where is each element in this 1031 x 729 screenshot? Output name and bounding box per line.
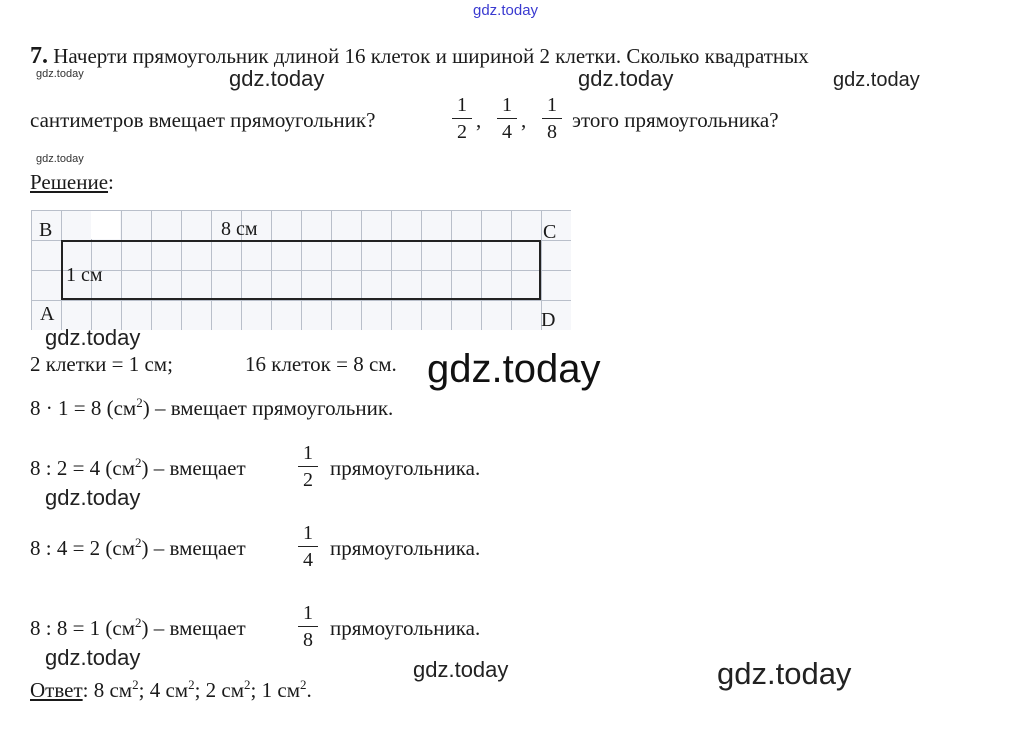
task-text-line-1: Начерти прямоугольник длиной 16 клеток и шириной 2 клетки. Сколько квадратных <box>53 44 809 68</box>
answer-separator: ; <box>250 678 257 702</box>
fraction-denominator: 4 <box>502 121 512 143</box>
grid-erased-cell <box>91 211 120 239</box>
watermark: gdz.today <box>45 325 141 350</box>
length-label: 8 см <box>221 218 258 240</box>
fraction-one-half <box>450 95 474 142</box>
fraction-numerator: 1 <box>303 442 313 464</box>
watermark: gdz.today <box>229 66 325 91</box>
solution-heading-label: Решение <box>30 170 109 194</box>
watermark: gdz.today <box>578 66 674 91</box>
answer-separator: ; <box>138 678 145 702</box>
solution-heading <box>30 170 114 195</box>
watermark: gdz.today <box>45 645 141 670</box>
fraction-one-eighth <box>296 603 320 650</box>
task-number: 7. <box>30 43 48 69</box>
equation-lhs: 8 : 2 = 4 (см <box>30 456 136 480</box>
equation-2 <box>30 456 246 481</box>
width-label: 1 см <box>66 264 103 286</box>
equation-exponent: 2 <box>135 455 142 470</box>
equation-mid: ) – вмещает <box>141 616 246 640</box>
fraction-denominator: 2 <box>303 469 313 491</box>
vertex-label-d: D <box>541 309 556 331</box>
answer-label: Ответ <box>30 678 83 702</box>
answer-line <box>30 678 312 703</box>
fraction-bar <box>298 466 318 467</box>
watermark: gdz.today <box>717 656 852 691</box>
fraction-denominator: 8 <box>303 629 313 651</box>
equation-lhs: 8 : 4 = 2 (см <box>30 536 136 560</box>
watermark: gdz.today <box>833 69 920 91</box>
equation-rhs: ) – вмещает прямоугольник. <box>142 396 394 420</box>
task-text-line-2: сантиметров вмещает прямоугольник? <box>30 108 376 132</box>
fraction-numerator: 1 <box>547 94 557 116</box>
vertex-label-c: C <box>543 221 557 243</box>
fraction-numerator: 1 <box>303 522 313 544</box>
fraction-bar <box>542 118 562 119</box>
answer-value-4: 1 см <box>261 678 301 702</box>
equation-mid: ) – вмещает <box>141 536 246 560</box>
fraction-one-half <box>296 443 320 490</box>
answer-exponent: 2 <box>244 677 251 692</box>
equation-rhs: прямоугольника. <box>330 616 481 640</box>
watermark: gdz.today <box>45 485 141 510</box>
conversion-cells-to-cm-1: 2 клетки = 1 см; <box>30 352 173 376</box>
equation-mid: ) – вмещает <box>141 456 246 480</box>
answer-exponent: 2 <box>188 677 195 692</box>
fraction-separator: , <box>476 108 482 132</box>
watermark-large: gdz.today <box>427 347 601 391</box>
equation-rhs: прямоугольника. <box>330 536 481 560</box>
equation-lhs: 8 : 8 = 1 (см <box>30 616 136 640</box>
fraction-one-eighth <box>540 95 564 142</box>
fraction-numerator: 1 <box>457 94 467 116</box>
answer-value-2: 4 см <box>149 678 189 702</box>
watermark-small: gdz.today <box>36 153 84 165</box>
fraction-bar <box>497 118 517 119</box>
watermark: gdz.today <box>413 657 509 682</box>
fraction-one-quarter <box>495 95 519 142</box>
equation-exponent: 2 <box>135 535 142 550</box>
answer-colon: : <box>82 678 89 702</box>
fraction-denominator: 4 <box>303 549 313 571</box>
equation-3 <box>30 536 246 561</box>
solution-heading-colon: : <box>108 170 114 194</box>
fraction-separator: , <box>521 108 527 132</box>
answer-end: . <box>306 678 312 702</box>
watermark-top: gdz.today <box>473 2 539 19</box>
equation-rhs: прямоугольника. <box>330 456 481 480</box>
equation-exponent: 2 <box>136 395 143 410</box>
fraction-denominator: 2 <box>457 121 467 143</box>
fraction-numerator: 1 <box>303 602 313 624</box>
fraction-bar <box>298 546 318 547</box>
fraction-denominator: 8 <box>547 121 557 143</box>
vertex-label-a: A <box>40 303 55 325</box>
answer-value-3: 2 см <box>205 678 245 702</box>
equation-1 <box>30 396 393 421</box>
answer-exponent: 2 <box>300 677 307 692</box>
equation-4 <box>30 616 246 641</box>
fraction-bar <box>452 118 472 119</box>
equation-lhs: 8 · 1 = 8 (см <box>30 396 137 420</box>
rectangle-abcd <box>61 240 541 300</box>
vertex-label-b: B <box>39 219 53 241</box>
answer-separator: ; <box>194 678 201 702</box>
task-line-1 <box>30 43 809 70</box>
fraction-bar <box>298 626 318 627</box>
answer-value-1: 8 см <box>93 678 133 702</box>
answer-exponent: 2 <box>132 677 139 692</box>
fraction-one-quarter <box>296 523 320 570</box>
watermark-small: gdz.today <box>36 68 84 80</box>
equation-exponent: 2 <box>135 615 142 630</box>
task-text-line-2-end: этого прямоугольника? <box>572 108 779 132</box>
fraction-numerator: 1 <box>502 94 512 116</box>
conversion-cells-to-cm-2: 16 клеток = 8 см. <box>245 352 397 376</box>
